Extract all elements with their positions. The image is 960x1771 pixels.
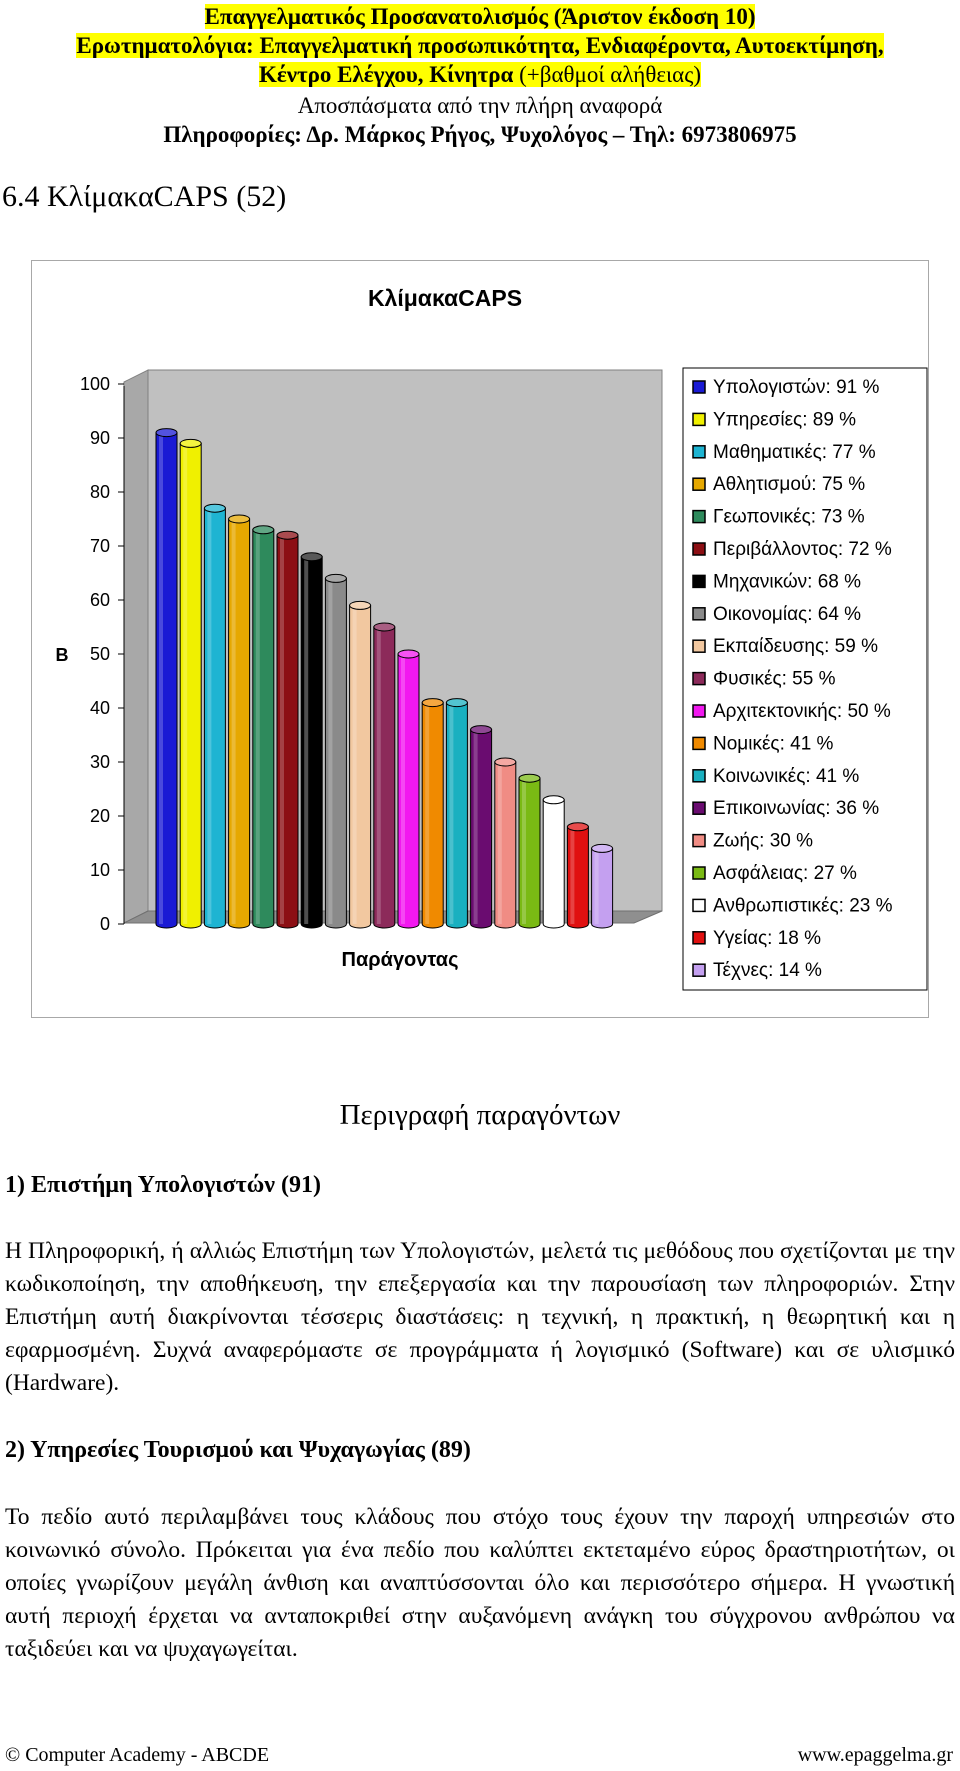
bar-Οικονομίας — [325, 574, 346, 928]
bar-Μαθηματικές — [204, 504, 225, 928]
bar-Γεωπονικές — [253, 526, 274, 928]
legend-item: Αρχιτεκτονικής: 50 % — [713, 701, 891, 722]
legend-item: Μαθηματικές: 77 % — [713, 441, 876, 463]
bar-Νομικές — [422, 699, 443, 928]
y-tick-label: 100 — [79, 374, 110, 394]
legend-swatch — [693, 381, 705, 393]
y-tick-label: 70 — [89, 536, 110, 556]
bar-highlight — [159, 435, 163, 924]
bar-Φυσικές — [374, 623, 395, 928]
legend-item: Ασφάλειας: 27 % — [713, 863, 857, 884]
bar-top — [471, 726, 492, 734]
bar-top — [229, 515, 250, 523]
bar-top — [495, 758, 516, 766]
bar-Ζωής — [495, 758, 516, 928]
legend-item: Περιβάλλοντος: 72 % — [713, 539, 892, 560]
legend-swatch — [693, 770, 705, 782]
bar-highlight — [377, 629, 381, 924]
header-questionnaires: Ερωτηματολόγια: Επαγγελματική προσωπικότητα, Ενδιαφέροντα, Αυτοεκτίμηση, — [76, 33, 884, 58]
legend-swatch — [693, 446, 705, 458]
bar-highlight — [401, 656, 405, 924]
bar-Ασφάλειας — [519, 774, 540, 928]
legend-swatch — [693, 964, 705, 976]
bar-Μηχανικών — [301, 553, 322, 928]
header-title: Επαγγελματικός Προσανατολισμός (Άριστον έκδοση 10) — [204, 4, 756, 29]
bar-Επικοινωνίας — [471, 726, 492, 928]
legend-swatch — [693, 835, 705, 847]
legend-swatch — [693, 899, 705, 911]
legend-swatch — [693, 705, 705, 717]
section-title: 6.4 ΚλίμακαCAPS (52) — [2, 180, 287, 213]
legend-swatch — [693, 867, 705, 879]
legend-swatch — [693, 802, 705, 814]
y-tick-label: 50 — [89, 644, 110, 664]
legend-swatch — [693, 511, 705, 523]
bar-highlight — [570, 829, 574, 924]
legend-swatch — [693, 640, 705, 652]
bar-top — [398, 650, 419, 658]
bar-highlight — [522, 780, 526, 924]
item-title-tourism: 2) Υπηρεσίες Τουρισμού και Ψυχαγωγίας (89) — [5, 1437, 471, 1463]
bar-top — [253, 526, 274, 534]
bar-Περιβάλλοντος — [277, 531, 298, 928]
bar-top — [446, 699, 467, 707]
bar-Αθλητισμού — [229, 515, 250, 928]
y-tick-label: 0 — [99, 914, 110, 934]
y-tick-label: 10 — [89, 860, 110, 880]
legend-item: Ζωής: 30 % — [713, 830, 814, 852]
bar-top — [422, 699, 443, 707]
legend-item: Ανθρωπιστικές: 23 % — [713, 895, 893, 917]
legend-item: Μηχανικών: 68 % — [713, 571, 862, 593]
legend-item: Υπηρεσίες: 89 % — [713, 409, 857, 431]
bar-top — [204, 504, 225, 512]
chart-title: ΚλίμακαCAPS — [367, 285, 523, 311]
bar-Υπηρεσίες — [180, 439, 201, 928]
y-tick-label: 90 — [89, 428, 110, 448]
legend-swatch — [693, 575, 705, 587]
legend-item: Επικοινωνίας: 36 % — [713, 798, 880, 820]
bar-highlight — [449, 705, 453, 924]
bar-highlight — [232, 521, 236, 924]
legend-swatch — [693, 543, 705, 555]
bar-top — [374, 623, 395, 631]
legend-swatch — [693, 673, 705, 685]
legend-swatch — [693, 608, 705, 620]
bar-highlight — [595, 850, 599, 924]
bar-highlight — [474, 732, 478, 924]
legend-swatch — [693, 932, 705, 944]
legend-item: Τέχνες: 14 % — [713, 960, 822, 982]
bar-Τέχνες — [592, 844, 613, 928]
bar-Κοινωνικές — [446, 699, 467, 928]
y-tick-label: 40 — [89, 698, 110, 718]
bar-Εκπαίδευσης — [350, 601, 371, 928]
bar-highlight — [328, 580, 332, 924]
bar-top — [180, 439, 201, 447]
y-tick-label: 60 — [89, 590, 110, 610]
legend-swatch — [693, 413, 705, 425]
bar-highlight — [546, 802, 550, 924]
legend-item: Υπολογιστών: 91 % — [713, 377, 880, 398]
legend-swatch — [693, 737, 705, 749]
bar-top — [277, 531, 298, 539]
bar-highlight — [425, 705, 429, 924]
bar-top — [325, 574, 346, 582]
bar-top — [350, 601, 371, 609]
description-title: Περιγραφή παραγόντων — [339, 1099, 621, 1131]
bar-Υγείας — [567, 823, 588, 928]
bar-top — [301, 553, 322, 561]
chart-x-label: Παράγοντας — [341, 949, 459, 971]
legend-item: Γεωπονικές: 73 % — [713, 506, 865, 528]
bar-Υπολογιστών — [156, 429, 177, 928]
bar-Ανθρωπιστικές — [543, 796, 564, 928]
item-title-computers: 1) Επιστήμη Υπολογιστών (91) — [5, 1172, 321, 1198]
y-tick-label: 30 — [89, 752, 110, 772]
bar-highlight — [183, 445, 187, 924]
bar-highlight — [207, 510, 211, 924]
header-excerpts: Αποσπάσματα από την πλήρη αναφορά — [297, 93, 663, 118]
header-truth-scores: (+βαθμοί αλήθειας) — [513, 62, 702, 87]
legend-swatch — [693, 478, 705, 490]
item-text-tourism: Το πεδίο αυτό περιλαμβάνει τους κλάδους που στόχο τους έχουν την παροχή υπηρεσιών στο κοινωνικό σύνολο. Πρόκειται για ένα πεδίο που καλύπτει εκτεταμένο εύρος δραστηριοτήτων, οι οποίες γνωρίζουν μεγάλη άνθιση και αναπτύσσονται όλο και περισσότερο σήμερα. Η γνωστική αυτή περιοχή έρχεται να ανταποκριθεί στην αυξανόμενη ανάγκη του σύγχρονου ανθρώπου να ταξιδεύει και να ψυχαγωγείται. — [5, 1504, 955, 1662]
y-tick-label: 20 — [89, 806, 110, 826]
legend-item: Νομικές: 41 % — [713, 733, 834, 755]
bar-highlight — [498, 764, 502, 924]
header-contact: Πληροφορίες: Δρ. Μάρκος Ρήγος, Ψυχολόγος – Τηλ: 6973806975 — [163, 122, 797, 147]
chart-y-label: B — [55, 645, 69, 665]
header-questionnaires-cont: Κέντρο Ελέγχου, Κίνητρα — [258, 62, 514, 87]
legend-item: Κοινωνικές: 41 % — [713, 765, 860, 787]
item-text-computers: Η Πληροφορική, ή αλλιώς Επιστήμη των Υπολογιστών, μελετά τις μεθόδους που σχετίζονται με την κωδικοποίηση, την αποθήκευση, την επεξεργασία και την παρουσίαση των πληροφοριών. Στην Επιστήμη αυτή διακρίνονται τέσσερις διαστάσεις: η τεχνική, η πρακτική, η θεωρητική και η εφαρμοσμένη. Συχνά αναφερόμαστε σε προγράμματα ή λογισμικό (Software) και σε υλισμικό (Hardware). — [5, 1238, 955, 1396]
bar-top — [156, 429, 177, 437]
bar-highlight — [280, 537, 284, 924]
bar-highlight — [304, 559, 308, 924]
bar-top — [592, 844, 613, 852]
legend-item: Υγείας: 18 % — [713, 927, 821, 949]
footer-website: www.epaggelma.gr — [797, 1744, 953, 1766]
chart-side-wall — [124, 370, 148, 923]
legend-item: Αθλητισμού: 75 % — [713, 474, 866, 496]
bar-highlight — [353, 607, 357, 924]
legend-item: Οικονομίας: 64 % — [713, 603, 862, 625]
bar-highlight — [256, 532, 260, 924]
bar-top — [567, 823, 588, 831]
legend-item: Φυσικές: 55 % — [713, 668, 836, 690]
bar-top — [543, 796, 564, 804]
bar-Αρχιτεκτονικής — [398, 650, 419, 928]
bar-top — [519, 774, 540, 782]
legend-item: Εκπαίδευσης: 59 % — [713, 636, 878, 658]
y-tick-label: 80 — [89, 482, 110, 502]
footer-copyright: © Computer Academy - ABCDE — [5, 1744, 270, 1766]
